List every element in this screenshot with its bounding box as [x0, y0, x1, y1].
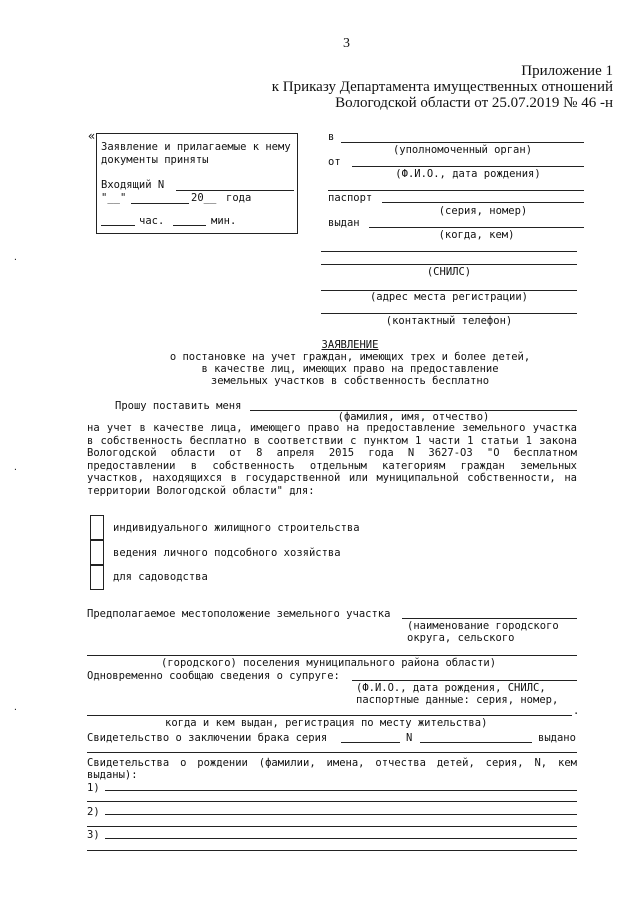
location-caption3: (городского) поселения муниципального района области) — [161, 657, 497, 669]
statement-heading: ЗАЯВЛЕНИЕ — [321, 339, 379, 351]
marriage-number-line — [420, 742, 532, 743]
from-line — [352, 166, 584, 167]
hour-line — [101, 225, 135, 226]
to-caption: (уполномоченный орган) — [392, 144, 533, 156]
child-item-3-label: 3) — [87, 829, 100, 841]
phone-line — [321, 313, 577, 314]
year-number: 20__ — [191, 192, 217, 204]
year-word: года — [226, 192, 252, 204]
hour-label: час. — [139, 215, 165, 227]
passport-line — [382, 202, 584, 203]
issued-caption: (когда, кем) — [438, 229, 515, 241]
date-prefix: "__" — [101, 192, 127, 204]
issued-label: выдан — [328, 217, 360, 229]
child-item-1-label: 1) — [87, 782, 100, 794]
child-item-3-line — [105, 838, 577, 839]
spouse-line-2 — [87, 715, 572, 716]
location-line — [402, 618, 577, 619]
scan-mark: · — [13, 255, 18, 264]
spouse-caption3: когда и кем выдан, регистрация по месту жительства) — [165, 717, 488, 729]
request-lead: Прошу поставить меня — [115, 400, 242, 412]
passport-caption: (серия, номер) — [438, 205, 528, 217]
request-body: на учет в качестве лица, имеющего право на предоставление земельного участка в собственность бесплатно в соответствии с пунктом 1 части 1 статьи 1 закона Вологодской области от 8 апреля 2015 года N 3627-ОЗ "О бесплатном предоставлении в собственность отдельным категориям граждан земельных участков, находящихся в государственной или муниципальной собственности, на территории Вологодской области" для: — [87, 422, 577, 497]
incoming-number-line — [176, 190, 294, 191]
marriage-issued-label: выдано — [538, 732, 576, 744]
phone-caption: (контактный телефон) — [385, 315, 513, 327]
option-label-individual-housing: индивидуального жилищного строительства — [113, 522, 360, 534]
location-caption1: (наименование городского — [407, 620, 559, 632]
marriage-line-2 — [87, 752, 577, 753]
marriage-label: Свидетельство о заключении брака серия — [87, 732, 328, 744]
spouse-period: . — [573, 705, 580, 717]
header-region-date: Вологодской области от 25.07.2019 № 46 -н — [335, 95, 613, 111]
scan-mark: · — [13, 705, 18, 714]
birth-label-text: Свидетельства о рождении (фамилии, имена, отчества детей, серия, N, кем — [87, 757, 577, 769]
snils-line — [321, 264, 577, 265]
snils-caption: (СНИЛС) — [426, 266, 472, 278]
location-line-2 — [87, 655, 577, 656]
address-caption: (адрес места регистрации) — [369, 291, 529, 303]
incoming-label: Входящий N — [101, 179, 165, 191]
date-month-line — [131, 203, 189, 204]
option-label-personal-farming: ведения личного подсобного хозяйства — [113, 547, 341, 559]
location-caption2: округа, сельского — [407, 632, 515, 644]
option-label-gardening: для садоводства — [113, 571, 208, 583]
registration-line1: Заявление и прилагаемые к нему — [101, 141, 291, 153]
option-checkbox-gardening[interactable] — [90, 565, 104, 590]
from-line-2 — [328, 190, 584, 191]
registration-line2: документы приняты — [101, 154, 209, 166]
from-caption: (Ф.И.О., дата рождения) — [395, 168, 541, 180]
option-checkbox-personal-farming[interactable] — [90, 540, 104, 565]
request-name-caption: (фамилия, имя, отчество) — [337, 411, 490, 423]
header-appendix: Приложение 1 — [521, 63, 613, 79]
child-item-2-line-2 — [87, 826, 577, 827]
option-checkbox-individual-housing[interactable] — [90, 515, 104, 540]
child-item-1-line — [105, 790, 577, 791]
passport-label: паспорт — [328, 192, 373, 204]
scan-mark: · — [13, 465, 18, 474]
birth-label-line1 — [87, 757, 577, 769]
issued-line-2 — [321, 251, 577, 252]
issued-line — [369, 227, 584, 228]
spouse-line — [352, 680, 577, 681]
birth-label-line2: выданы): — [87, 769, 138, 781]
statement-title-line2: в качестве лиц, имеющих право на предоставление — [201, 363, 499, 375]
page-number: 3 — [343, 36, 350, 51]
statement-title-line3: земельных участков в собственность бесплатно — [210, 375, 490, 387]
minute-line — [173, 225, 206, 226]
location-label: Предполагаемое местоположение земельного участка — [87, 608, 391, 620]
marriage-number-label: N — [406, 732, 413, 744]
quote-mark: « — [88, 129, 96, 143]
child-item-2-label: 2) — [87, 806, 100, 818]
spouse-label: Одновременно сообщаю сведения о супруге: — [87, 670, 340, 682]
child-item-3-line-2 — [87, 850, 577, 851]
statement-title-line1: о постановке на учет граждан, имеющих трех и более детей, — [169, 351, 531, 363]
header-order: к Приказу Департамента имущественных отношений — [271, 79, 613, 95]
to-label: в — [328, 131, 335, 143]
spouse-caption1: (Ф.И.О., дата рождения, СНИЛС, — [356, 682, 546, 694]
child-item-1-line-2 — [87, 801, 577, 802]
spouse-caption2: паспортные данные: серия, номер, — [356, 694, 559, 706]
to-line — [341, 142, 584, 143]
marriage-series-line — [341, 742, 400, 743]
minute-label: мин. — [211, 215, 237, 227]
from-label: от — [328, 156, 341, 168]
child-item-2-line — [105, 814, 577, 815]
